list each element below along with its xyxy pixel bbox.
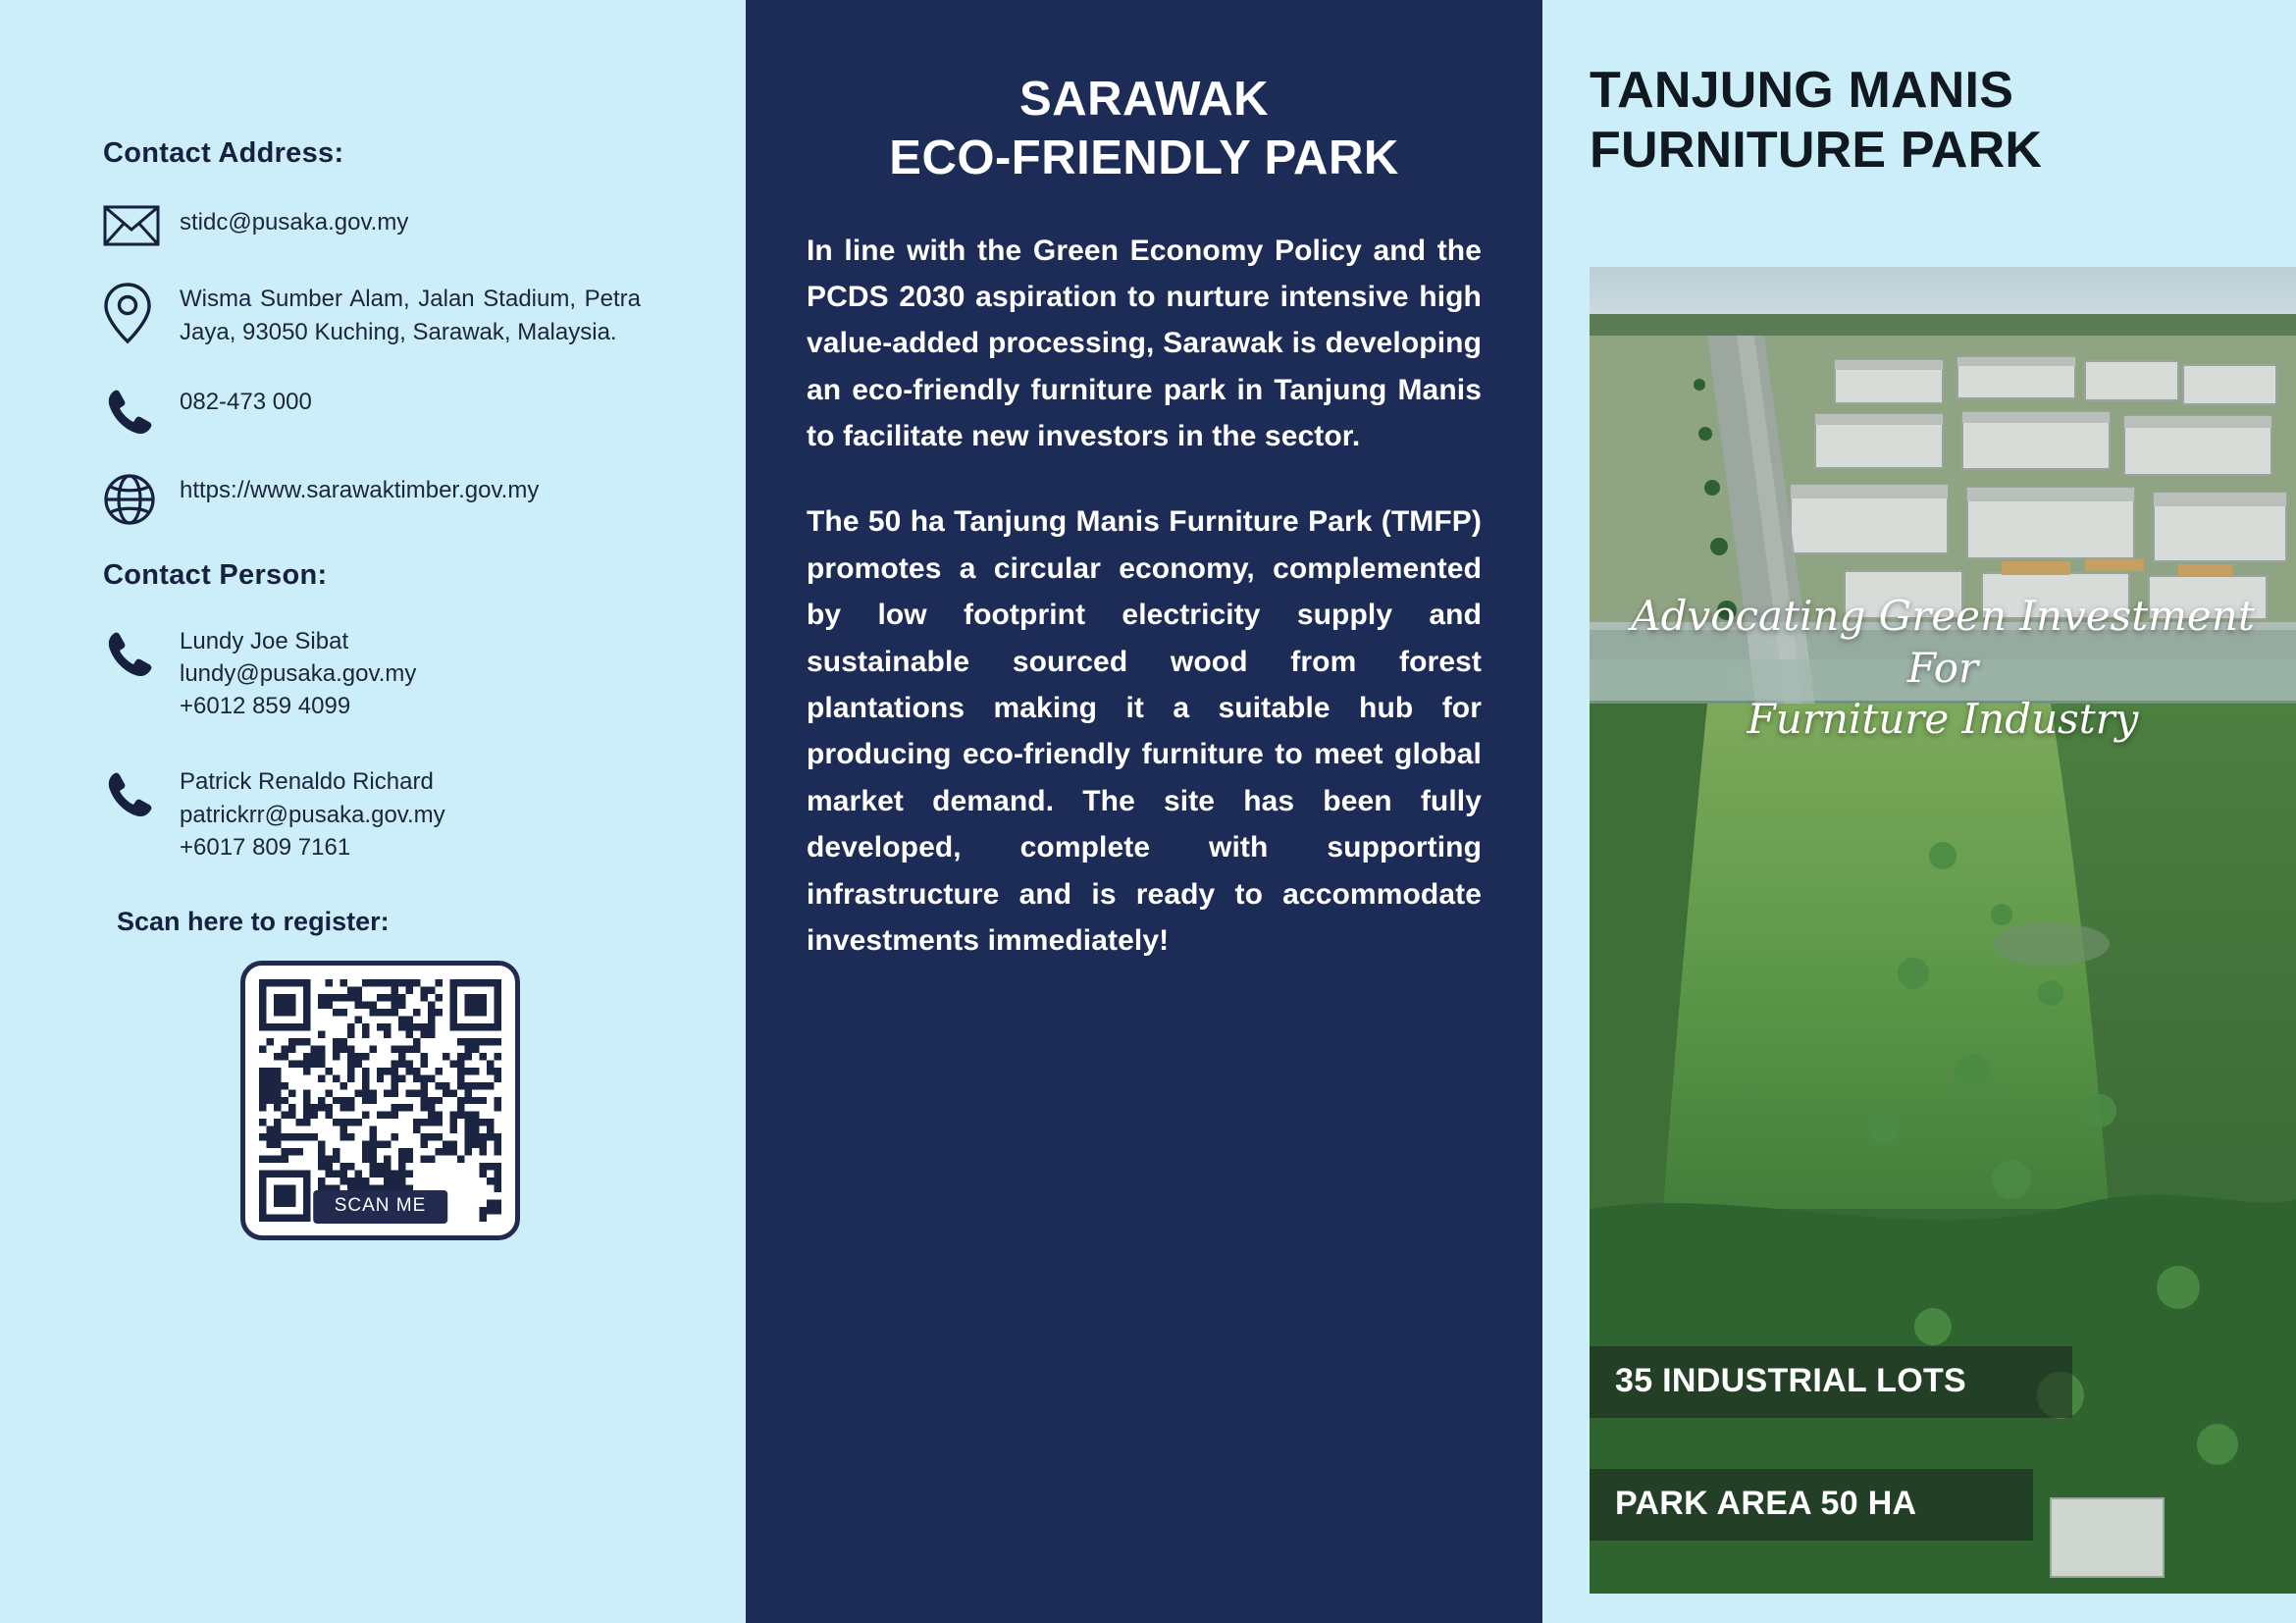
photo-caption-line1: Advocating Green Investment For [1631,592,2255,692]
phone-icon [103,383,180,438]
person-2-phone: +6017 809 7161 [180,833,351,861]
person-1-phone: +6012 859 4099 [180,693,351,720]
phone-icon [103,625,180,680]
aerial-photo [1590,267,2296,1594]
badge-park-area: PARK AREA 50 HA [1590,1469,2033,1541]
middle-title-line2: ECO-FRIENDLY PARK [889,131,1399,184]
person-1-email[interactable]: lundy@pusaka.gov.my [180,660,417,688]
contact-address-heading: Contact Address: [103,137,344,169]
description-panel [746,0,1542,1623]
scan-heading: Scan here to register: [117,906,390,936]
envelope-icon [103,203,180,246]
cover-panel [1542,0,2296,1623]
person-1-name: Lundy Joe Sibat [180,628,349,655]
contact-person-2 [103,765,657,863]
location-pin-icon [103,280,180,344]
photo-caption-line2: Furniture Industry [1747,695,2139,743]
email-text[interactable]: stidc@pusaka.gov.my [180,209,409,236]
person-2-name: Patrick Renaldo Richard [180,768,434,796]
person-2-email[interactable]: patrickrr@pusaka.gov.my [180,801,445,828]
contact-person-1 [103,625,657,722]
middle-paragraph-1: In line with the Green Economy Policy and the PCDS 2030 aspiration to nurture intensive high value-added processing, Sarawak is developing an eco-friendly furniture park in Tanjung Manis to facilitate new investors in the sector. [807,234,1482,453]
qr-code[interactable] [240,961,520,1240]
middle-title [807,71,1482,188]
badge-industrial-lots: 35 INDUSTRIAL LOTS [1590,1346,2072,1418]
globe-icon [103,471,180,526]
address-text: Wisma Sumber Alam, Jalan Stadium, Petra Jaya, 93050 Kuching, Sarawak, Malaysia. [180,286,641,346]
contact-row-phone [103,383,657,438]
cover-title [1590,61,2296,182]
website-text[interactable]: https://www.sarawaktimber.gov.my [180,477,540,504]
cover-title-line1: TANJUNG MANIS [1590,62,2014,119]
phone-text: 082-473 000 [180,389,312,416]
contact-panel [0,0,746,1623]
phone-icon [103,765,180,820]
qr-code-image [259,979,501,1222]
person-1-details [180,625,416,722]
cover-title-line2: FURNITURE PARK [1590,122,2043,180]
contact-row-website [103,471,657,526]
contact-address-list [103,203,657,526]
contact-row-email [103,203,657,246]
contact-row-address [103,280,657,349]
person-2-details [180,765,445,863]
contact-person-heading: Contact Person: [103,559,328,592]
middle-paragraph-2: The 50 ha Tanjung Manis Furniture Park (TMFP) promotes a circular economy, complemented by low footprint electricity supply and sustainable sourced wood from forest plantations making it a suitable hub for producing eco-friendly furniture to meet global market demand. The site has been fully developed, complete with supporting infrastructure and is ready to accommodate investments immediately! [807,505,1482,957]
middle-title-line1: SARAWAK [1019,73,1269,126]
qr-scan-me-label: SCAN ME [313,1190,448,1224]
